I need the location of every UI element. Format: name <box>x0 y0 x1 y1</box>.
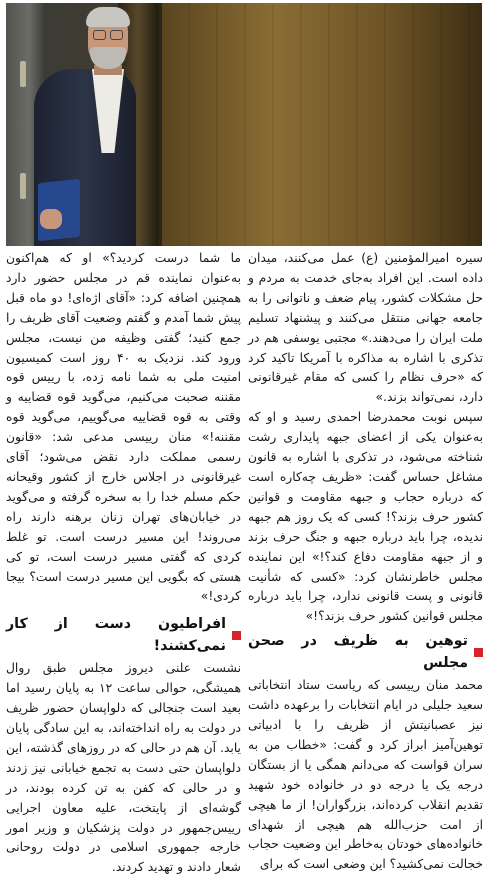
paragraph: نشست علنی دیروز مجلس طبق روال همیشگی، حوالی ساعت ۱۲ به پایان رسید اما بعید است جنجالی که دلواپسان حضور ظریف در دولت به راه انداخته‌اند، به این سادگی پایان یابد. آن هم در حالی که در روزهای گذشته، این دلواپسان حتی دست به تجمع خیابانی نیز زدند و در حالی که کفن به تن کرده بودند، در گوشه‌ای از پایتخت، علیه معاون اجرایی رییس‌جمهور در دولت پزشکیان و وزیر امور خارجه جمهوری اسلامی در دولت روحانی شعار دادند و تهدید کردند. <box>6 661 241 875</box>
door-hinge <box>20 173 26 199</box>
red-square-bullet-icon <box>474 648 483 657</box>
wooden-door <box>162 3 482 246</box>
article-photo <box>6 3 482 246</box>
section-heading-text: افراطیون دست از کار نمی‌کشند! <box>6 616 226 655</box>
paragraph: سیره امیرالمؤمنین (ع) عمل می‌کنند، میدان داده است. این افراد به‌جای خدمت به مردم و حل مشکلات کشور، پیام ضعف و ناتوانی را به جامعه جهانی منتقل می‌کنند و پیشنهاد تسلیم ملت ایران را می‌دهند.» مجتبی یوسفی هم در تذکری با اشاره به مذاکره با آمریکا تاکید کرد که «حرف نظام را کسی که مقام غیرقانونی دارد، نمی‌تواند بزند.» <box>248 251 483 405</box>
paragraph: محمد منان رییسی که ریاست ستاد انتخاباتی سعید جلیلی در ایام انتخابات را برعهده داشت نیز عصبانیتش از ظریف را با ادبیاتی توهین‌آمیز ابراز کرد و گفت: «خطاب من به سران قواست که می‌دانم همگی یا از بستگان درجه یک یا درجه دو در خانواده خود شهید تقدیم انقلاب کرده‌اند، بزرگواران! از ما هیچی از امت حزب‌الله هم هیچی از شهدای خانواده‌های خودتان به‌خاطر این وضعیت حجاب خجالت نمی‌کشید؟ این وضعی است که برای <box>248 678 483 872</box>
paragraph: سپس نوبت محمدرضا احمدی رسید و او که به‌عنوان یکی از اعضای جبهه پایداری رشت شناخته می‌شود، در تذکری با اشاره به قانون مشاغل حساس گفت: «ظریف چه‌کاره است که درباره حجاب و جبهه مقاومت و قوانین کشور حرف بزند؟! کسی که یک روز هم جبهه ندیده، چرا باید درباره جبهه و جنگ حرف بزند و از جبهه مقاومت دفاع کند؟!» این نماینده مجلس خاطرنشان کرد: «کسی که شأنیت قانونی و پست قانونی ندارد، چرا باید درباره مجلس قوانین کشور حرف بزند؟!» <box>248 410 483 624</box>
article-column-right <box>248 249 483 875</box>
man-in-suit-figure <box>32 3 136 246</box>
red-square-bullet-icon <box>232 631 241 640</box>
door-hinge <box>20 61 26 87</box>
section-heading <box>6 613 241 657</box>
article-column-left <box>6 249 241 878</box>
paragraph: ما شما درست کردید؟» او که هم‌اکنون به‌عنوان نماینده قم در مجلس حضور دارد همچنین اضافه کرد: «آقای اژه‌ای! دو ماه قبل پیش شما آمدم و گفتم وضعیت آقای ظریف را جمع کنید؛ گفتی وظیفه من نیست، مجلس ورود کند. نزدیک به ۴۰ روز است کمیسیون امنیت ملی به شما نامه زده، با رییس قوه مقننه صحبت می‌کنیم، می‌گوید قوه قضاییه و وقتی به قوه قضاییه می‌گوییم، می‌گوید قوه مقننه!» منان رییسی مدعی شد: «قانون رسمی مملکت دارد نقض می‌شود؛ آقای غیرقانونی در اجلاس خارج از کشور وقیحانه حکم مسلم خدا را به سخره گرفته و می‌گوید در خیابان‌های تهران زنان برهنه دارند راه می‌روند! این مسیر درست است. تو غلط کردی که گفتی مسیر درست است، تو کی هستی که بگویی این مسیر درست است؟ بیجا کردی!» <box>6 251 242 604</box>
section-heading <box>248 630 483 674</box>
section-heading-text: توهین به ظریف در صحن مجلس <box>248 633 468 672</box>
